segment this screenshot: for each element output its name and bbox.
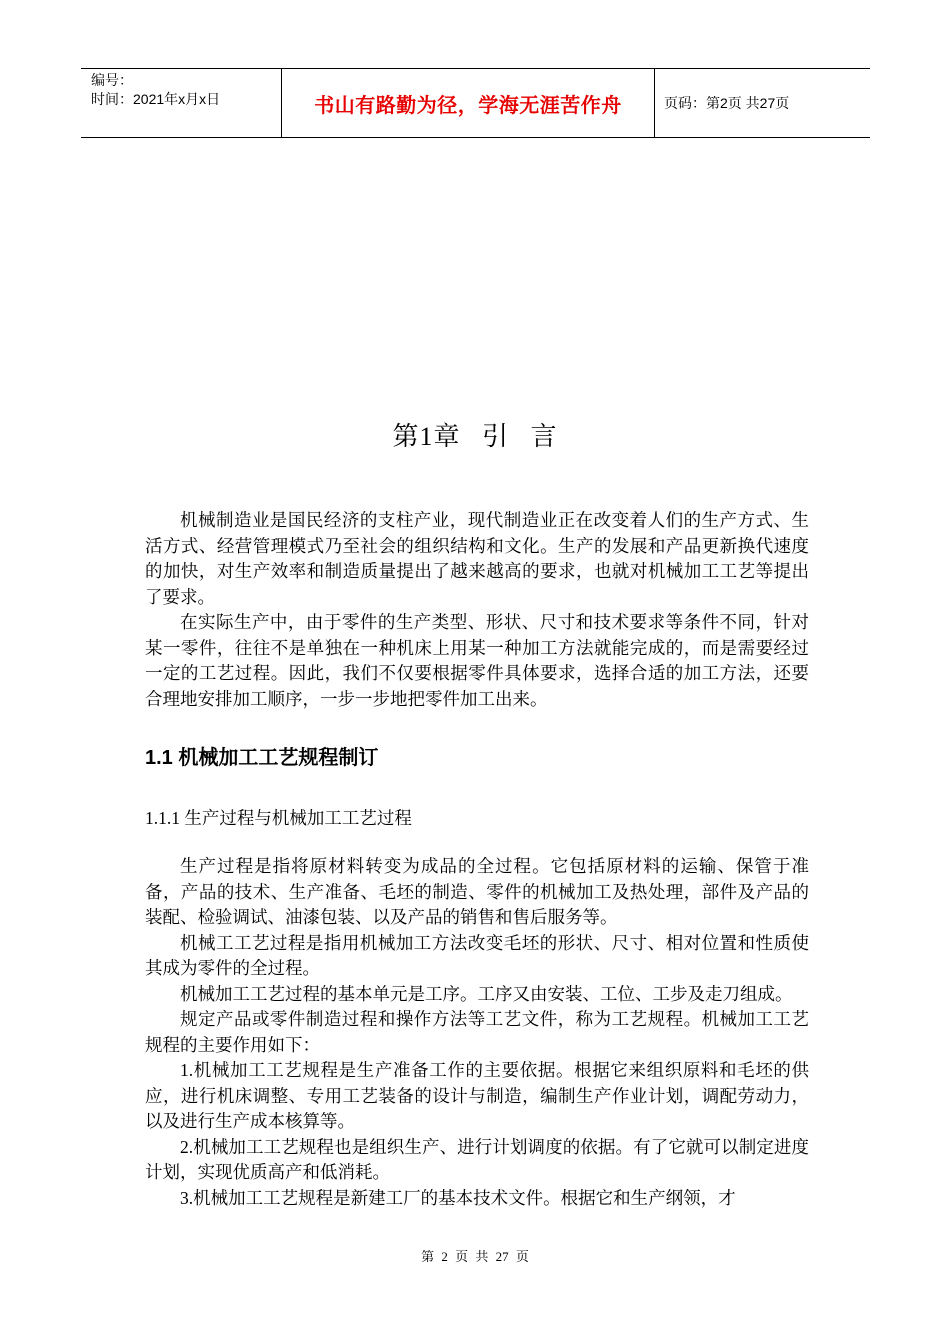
header-motto: 书山有路勤为径，学海无涯苦作舟	[282, 69, 655, 137]
body-paragraph: 生产过程是指将原材料转变为成品的全过程。它包括原材料的运输、保管于准备，产品的技术、生产准备、毛坯的制造、零件的机械加工及热处理，部件及产品的装配、检验调试、油漆包装、以及产品的销售和售后服务等。	[145, 856, 809, 927]
intro-paragraph: 机械制造业是国民经济的支柱产业，现代制造业正在改变着人们的生产方式、生活方式、经营管理模式乃至社会的组织结构和文化。生产的发展和产品更新换代速度的加快，对生产效率和制造质量提出了越来越高的要求，也就对机械加工工艺等提出了要求。	[145, 510, 809, 607]
body-section	[145, 854, 809, 1211]
body-paragraph: 机械加工工艺过程的基本单元是工序。工序又由安装、工位、工步及走刀组成。	[180, 983, 793, 1004]
chapter-title: 第1章 引 言	[392, 422, 558, 451]
subsection-heading: 1.1.1 生产过程与机械加工工艺过程	[145, 808, 412, 828]
page-footer: 第 2 页 共 27 页	[421, 1249, 529, 1264]
header-time-label: 时间：2021年x月x日	[91, 91, 221, 107]
header-page-info: 页码：第2页 共27页	[664, 95, 790, 111]
intro-paragraph: 在实际生产中，由于零件的生产类型、形状、尺寸和技术要求等条件不同，针对某一零件，往往不是单独在一种机床上用某一种加工方法就能完成的，而是需要经过一定的工艺过程。因此，我们不仅要根据零件具体要求，选择合适的加工方法，还要合理地安排加工顺序，一步一步地把零件加工出来。	[145, 612, 809, 709]
section-heading: 1.1 机械加工工艺规程制订	[145, 747, 379, 769]
intro-section	[145, 508, 809, 712]
body-paragraph: 2.机械加工工艺规程也是组织生产、进行计划调度的依据。有了它就可以制定进度计划，实现优质高产和低消耗。	[145, 1136, 809, 1182]
body-paragraph: 规定产品或零件制造过程和操作方法等工艺文件，称为工艺规程。机械加工工艺规程的主要作用如下：	[145, 1009, 809, 1055]
header-number-label: 编号：	[91, 72, 133, 88]
body-paragraph: 3.机械加工工艺规程是新建工厂的基本技术文件。根据它和生产纲领，才	[180, 1187, 736, 1208]
body-paragraph: 机械工工艺过程是指用机械加工方法改变毛坯的形状、尺寸、相对位置和性质使其成为零件的全过程。	[145, 932, 809, 978]
document-header	[81, 68, 870, 138]
header-meta-cell	[81, 69, 282, 137]
body-paragraph: 1.机械加工工艺规程是生产准备工作的主要依据。根据它来组织原料和毛坯的供应，进行机床调整、专用工艺装备的设计与制造，编制生产作业计划，调配劳动力，以及进行生产成本核算等。	[145, 1060, 809, 1131]
